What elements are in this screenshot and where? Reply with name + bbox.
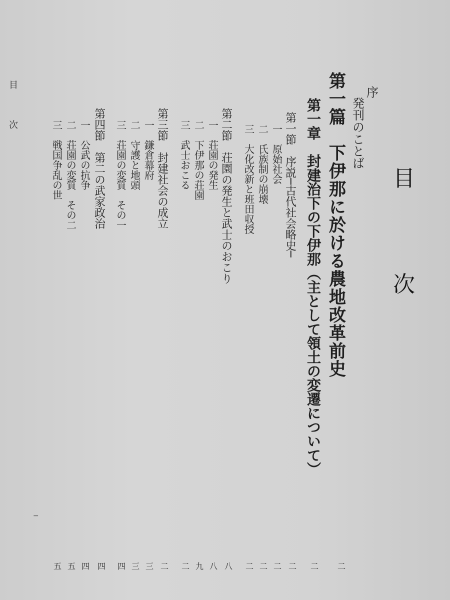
toc-item[interactable] (142, 120, 152, 180)
running-head-char-2: 次 (9, 121, 19, 131)
page-number: 二 (160, 562, 169, 570)
running-head-char-1: 目 (9, 81, 19, 91)
page-number: 八 (209, 562, 218, 570)
toc-item[interactable] (128, 120, 138, 190)
footer-mark: − (33, 512, 39, 520)
toc-entry-label: 序 (365, 86, 379, 98)
toc-entry-label: 発刊のことば (351, 97, 365, 169)
toc-entry-label: 三 荘園の変質 その一 (114, 120, 125, 230)
toc-entry-label: 一 鎌倉幕府 (142, 120, 153, 180)
page-number: 三 (131, 562, 140, 570)
toc-entry-label: 第一章 封建治下の下伊那（主として領土の変遷について） (305, 98, 321, 476)
toc-item[interactable] (78, 120, 88, 190)
toc-entry-label: 一 公武の抗争 (78, 120, 89, 190)
toc-section-2[interactable] (221, 108, 232, 284)
toc-entry-label: 三 戦国争乱の世 (50, 120, 61, 200)
toc-entry-label: 二 荘園の変質 その二 (64, 120, 75, 230)
toc-item[interactable] (114, 120, 124, 230)
toc-entry-label: 第二節 荘園の発生と武士のおこり (220, 108, 233, 284)
page-title-char-1: 目 (393, 167, 416, 192)
toc-part-1[interactable] (326, 72, 343, 378)
page-number: 二 (181, 562, 190, 570)
page-number: 五 (67, 562, 76, 570)
page-number: 二 (310, 562, 319, 570)
page-number: 五 (53, 562, 62, 570)
toc-entry-label: 三 大化改新と班田収授 (242, 124, 253, 234)
toc-entry-label: 二 守護と地頭 (128, 120, 139, 190)
toc-item[interactable] (64, 120, 74, 230)
toc-chapter-1[interactable] (306, 98, 320, 476)
toc-item[interactable] (206, 120, 216, 190)
toc-item[interactable] (50, 120, 60, 200)
toc-entry-label: 第一節 序説─古代社会略史─ (284, 112, 297, 258)
page-number: 四 (97, 562, 106, 570)
page-number: 九 (195, 562, 204, 570)
toc-entry-label: 一 原始社会 (270, 124, 281, 184)
toc-entry-label: 二 下伊那の荘園 (192, 120, 203, 200)
page-number: 八 (224, 562, 233, 570)
toc-item[interactable] (192, 120, 202, 200)
toc-item[interactable] (270, 124, 280, 184)
page-number: 二 (288, 562, 297, 570)
toc-entry-label: 第一篇 下伊那に於ける農地改革前史 (325, 72, 345, 378)
page-title-char-2: 次 (393, 273, 416, 298)
toc-section-3[interactable] (157, 108, 168, 229)
toc-entry-preface[interactable] (366, 86, 378, 98)
page-number: 二 (259, 562, 268, 570)
page-number: 二 (273, 562, 282, 570)
page-number: 四 (117, 562, 126, 570)
toc-item[interactable] (242, 124, 252, 234)
toc-entry-label: 二 氏族制の崩壊 (256, 124, 267, 204)
toc-entry-foreword[interactable] (352, 97, 364, 169)
toc-item[interactable] (256, 124, 266, 204)
toc-section-1[interactable] (285, 112, 296, 257)
toc-entry-label: 第三節 封建社会の成立 (156, 108, 169, 229)
page-number: 四 (81, 562, 90, 570)
toc-entry-label: 三 武士おこる (178, 120, 189, 190)
toc-section-4[interactable] (94, 108, 105, 229)
page-number: 二 (337, 562, 346, 570)
toc-entry-label: 第四節 第二の武家政治 (93, 108, 106, 229)
toc-item[interactable] (178, 120, 188, 190)
toc-entry-label: 一 荘園の発生 (206, 120, 217, 190)
page-number: 二 (245, 562, 254, 570)
page-number: 三 (145, 562, 154, 570)
